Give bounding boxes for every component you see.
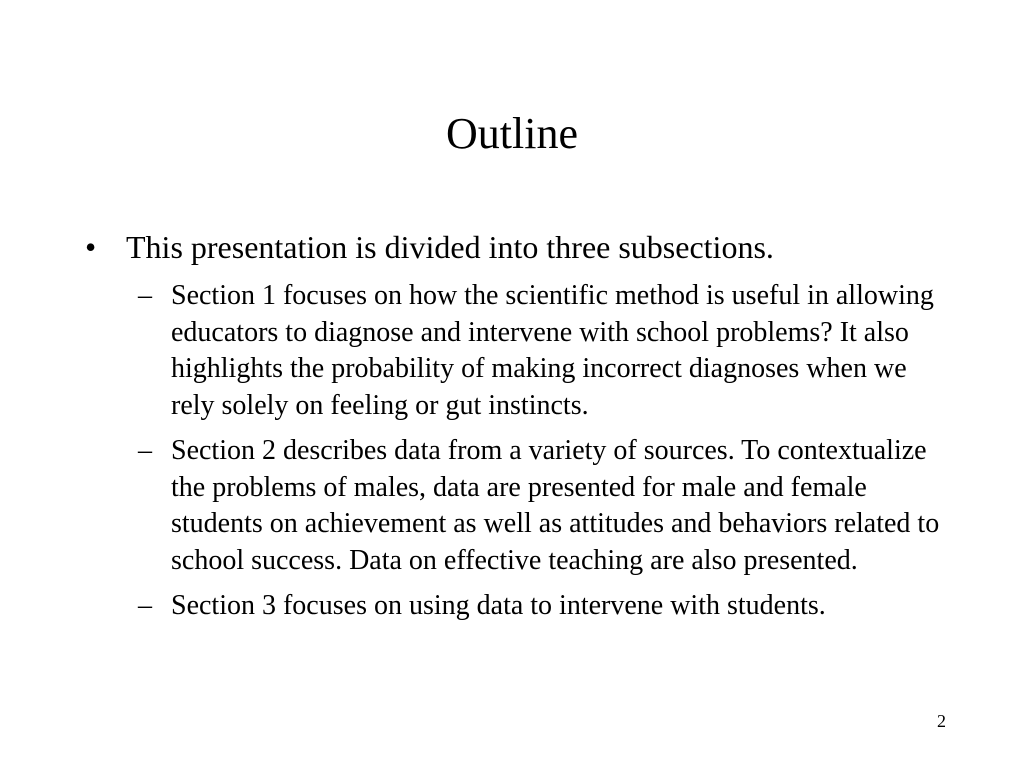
page-number: 2: [937, 711, 946, 731]
sub-bullet-list: [85, 278, 945, 625]
sub-bullet-text: Section 2 describes data from a variety of sources. To contextualize the problems of males, data are presented for male and female students on achievement as well as attitudes and behaviors related to school success. Data on effective teaching are also presented.: [171, 435, 940, 576]
main-bullet-item: [85, 225, 945, 270]
main-bullet-text: This presentation is divided into three subsections.: [126, 229, 774, 265]
slide-body: [85, 225, 945, 634]
dash-icon: –: [138, 590, 152, 621]
dash-icon: –: [138, 435, 152, 466]
dash-icon: –: [138, 280, 152, 311]
sub-bullet-item: [85, 588, 945, 625]
bullet-icon: •: [85, 229, 97, 265]
sub-bullet-text: Section 3 focuses on using data to intervene with students.: [171, 590, 826, 621]
sub-bullet-item: [85, 278, 945, 424]
slide-title: Outline: [446, 109, 578, 158]
sub-bullet-item: [85, 433, 945, 579]
sub-bullet-text: Section 1 focuses on how the scientific method is useful in allowing educators to diagnose and intervene with school problems? It also highlights the probability of making incorrect diagnoses when we rely solely on feeling or gut instincts.: [171, 280, 934, 421]
